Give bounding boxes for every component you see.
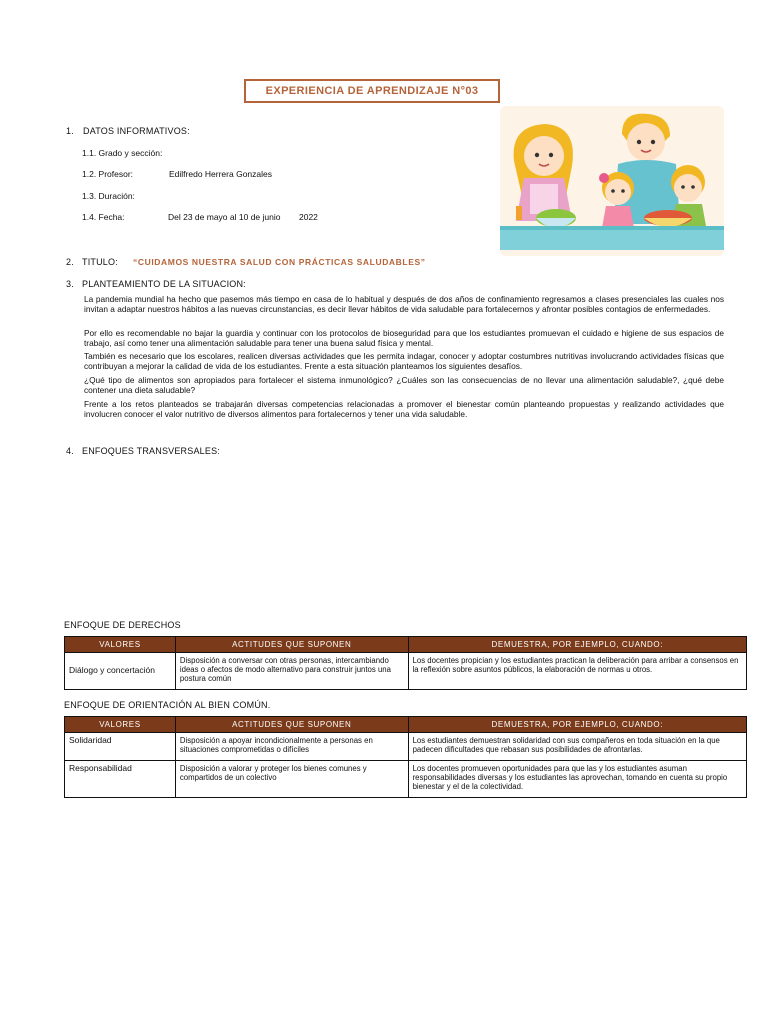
header-demuestra: DEMUESTRA, POR EJEMPLO, CUANDO: <box>408 717 746 733</box>
enfoque-derechos-table <box>64 636 747 690</box>
header-demuestra: DEMUESTRA, POR EJEMPLO, CUANDO: <box>408 637 746 653</box>
section-1-heading: DATOS INFORMATIVOS: <box>83 126 190 136</box>
header-actitudes: ACTITUDES QUE SUPONEN <box>175 637 408 653</box>
demuestra-cell: Los docentes propician y los estudiantes practican la deliberación para arribar a consensos en la reflexión sobre asuntos públicos, la elaboración de normas u otros. <box>408 653 746 690</box>
section-4-number: 4. <box>66 446 74 456</box>
section-1-number: 1. <box>66 126 74 136</box>
enfoque-derechos-title: ENFOQUE DE DERECHOS <box>64 620 181 630</box>
fecha-year: 2022 <box>299 212 318 222</box>
section-4-heading: ENFOQUES TRANSVERSALES: <box>82 446 220 456</box>
profesor-value: Edilfredo Herrera Gonzales <box>169 169 272 179</box>
titulo-label: TITULO: <box>82 257 118 267</box>
duracion-label: 1.3. Duración: <box>82 191 135 201</box>
header-valores: VALORES <box>65 637 176 653</box>
valor-cell: Solidaridad <box>65 733 176 761</box>
enfoque-bien-comun-table <box>64 716 747 798</box>
planteamiento-paragraph: También es necesario que los escolares, realicen diversas actividades que les permita indagar, conocer y adoptar costumbres nutritivas involucrando actividades físicas que contribuyan a mejorar la calidad de vida de los estudiantes. Frente a esta situación planteamos los siguientes desafíos. <box>84 351 724 371</box>
table-row <box>65 761 747 798</box>
grado-label: 1.1. Grado y sección: <box>82 148 163 158</box>
section-3-number: 3. <box>66 279 74 289</box>
demuestra-cell: Los estudiantes demuestran solidaridad con sus compañeros en toda situación en la que padecen dificultades que rebasan sus posibilidades de afrontarlas. <box>408 733 746 761</box>
planteamiento-paragraph: ¿Qué tipo de alimentos son apropiados para fortalecer el sistema inmunológico? ¿Cuáles son las consecuencias de no llevar una alimentación saludable?, ¿qué debe contener una dieta saludable? <box>84 375 724 395</box>
document-title: EXPERIENCIA DE APRENDIZAJE N°03 <box>244 79 500 103</box>
profesor-label: 1.2. Profesor: <box>82 169 134 179</box>
header-valores: VALORES <box>65 717 176 733</box>
table-row <box>65 733 747 761</box>
actitud-cell: Disposición a valorar y proteger los bienes comunes y compartidos de un colectivo <box>175 761 408 798</box>
family-cooking-illustration <box>500 106 724 256</box>
planteamiento-paragraph: Frente a los retos planteados se trabajarán diversas competencias relacionadas a promover el bienestar común planteando propuestas y realizando actividades que involucren conocer el valor nutritivo de diversos alimentos para fortalecernos y tener una vida saludable. <box>84 399 724 419</box>
header-actitudes: ACTITUDES QUE SUPONEN <box>175 717 408 733</box>
planteamiento-paragraph: Por ello es recomendable no bajar la guardia y continuar con los protocolos de bioseguridad para que los estudiantes promuevan el cuidado e higiene de sus espacios de trabajo, así como tener una alimentación saludable para tener una buena salud física y mental. <box>84 328 724 348</box>
section-3-heading: PLANTEAMIENTO DE LA SITUACION: <box>82 279 246 289</box>
section-2-number: 2. <box>66 257 74 267</box>
enfoque-bien-comun-title: ENFOQUE DE ORIENTACIÓN AL BIEN COMÚN. <box>64 700 271 710</box>
titulo-value: “CUIDAMOS NUESTRA SALUD CON PRÁCTICAS SALUDABLES” <box>133 257 426 267</box>
planteamiento-paragraph: La pandemia mundial ha hecho que pasemos más tiempo en casa de lo habitual y después de dos años de confinamiento regresamos a clases presenciales las cuales nos invitan a adaptar nuestros hábitos a las nuevas circunstancias, es decir llevar hábitos de vida saludable para fortalecernos y afrontar posibles contagios de enfermedades. <box>84 294 724 314</box>
actitud-cell: Disposición a conversar con otras personas, intercambiando ideas o afectos de modo alternativo para construir juntos una postura común <box>175 653 408 690</box>
table-row <box>65 653 747 690</box>
valor-cell: Diálogo y concertación <box>65 653 176 690</box>
fecha-label: 1.4. Fecha: <box>82 212 125 222</box>
demuestra-cell: Los docentes promueven oportunidades para que las y los estudiantes asuman responsabilidades diversas y los estudiantes las aprovechan, tomando en cuenta su propio bienestar y el de la colectividad. <box>408 761 746 798</box>
valor-cell: Responsabilidad <box>65 761 176 798</box>
actitud-cell: Disposición a apoyar incondicionalmente a personas en situaciones comprometidas o difíciles <box>175 733 408 761</box>
fecha-value: Del 23 de mayo al 10 de junio <box>168 212 281 222</box>
